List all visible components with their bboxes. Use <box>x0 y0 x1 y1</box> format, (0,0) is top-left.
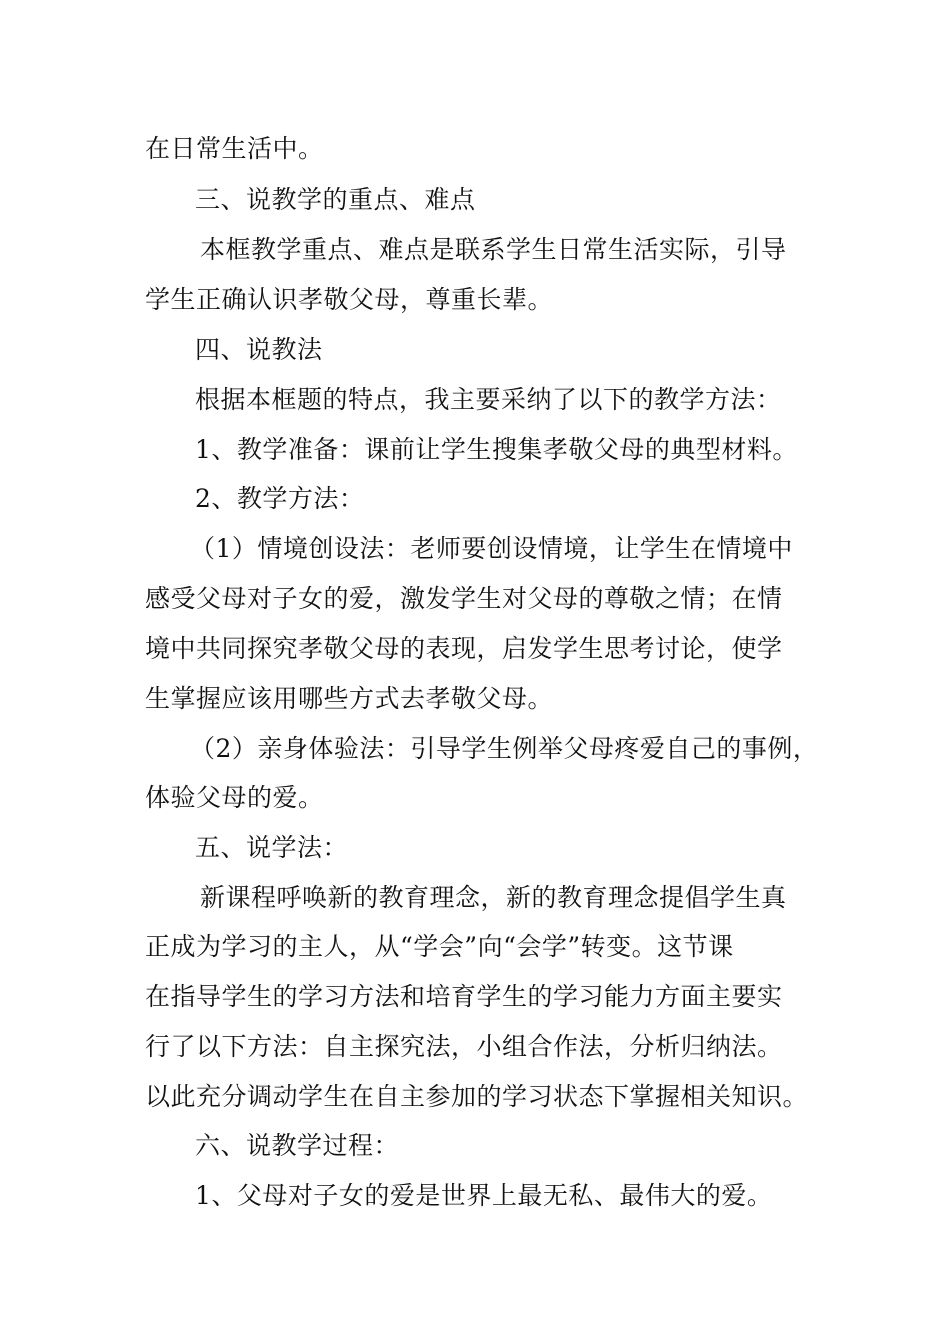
list-item: 2、教学方法： <box>195 484 365 513</box>
text-line: 在指导学生的学习方法和培育学生的学习能力方面主要实 <box>145 982 783 1011</box>
text-line: （1）情境创设法：老师要创设情境，让学生在情境中 <box>190 534 793 563</box>
text-line: 体验父母的爱。 <box>145 783 324 812</box>
text-line: 境中共同探究孝敬父母的表现，启发学生思考讨论，使学 <box>145 634 783 663</box>
text-line: 以此充分调动学生在自主参加的学习状态下掌握相关知识。 <box>145 1082 809 1111</box>
section-heading: 三、说教学的重点、难点 <box>195 185 476 214</box>
text-line: 生掌握应该用哪些方式去孝敬父母。 <box>145 684 554 713</box>
text-line: 在日常生活中。 <box>145 134 324 163</box>
section-heading: 四、说教法 <box>195 335 323 364</box>
text-line: 新课程呼唤新的教育理念，新的教育理念提倡学生真 <box>200 883 787 912</box>
text-line: 学生正确认识孝敬父母，尊重长辈。 <box>145 285 554 314</box>
text-line: 根据本框题的特点，我主要采纳了以下的教学方法： <box>195 385 782 414</box>
text-line: 感受父母对子女的爱，激发学生对父母的尊敬之情；在情 <box>145 584 783 613</box>
section-heading: 六、说教学过程： <box>195 1131 400 1160</box>
section-heading: 五、说学法： <box>195 833 349 862</box>
text-line: 行了以下方法：自主探究法，小组合作法，分析归纳法。 <box>145 1032 783 1061</box>
text-line: 本框教学重点、难点是联系学生日常生活实际，引导 <box>200 235 787 264</box>
list-item: 1、父母对子女的爱是世界上最无私、最伟大的爱。 <box>195 1181 773 1210</box>
list-item: 1、教学准备：课前让学生搜集孝敬父母的典型材料。 <box>195 435 798 464</box>
text-line: （2）亲身体验法：引导学生例举父母疼爱自己的事例， <box>190 734 819 763</box>
text-line: 正成为学习的主人，从“学会”向“会学”转变。这节课 <box>145 932 734 961</box>
